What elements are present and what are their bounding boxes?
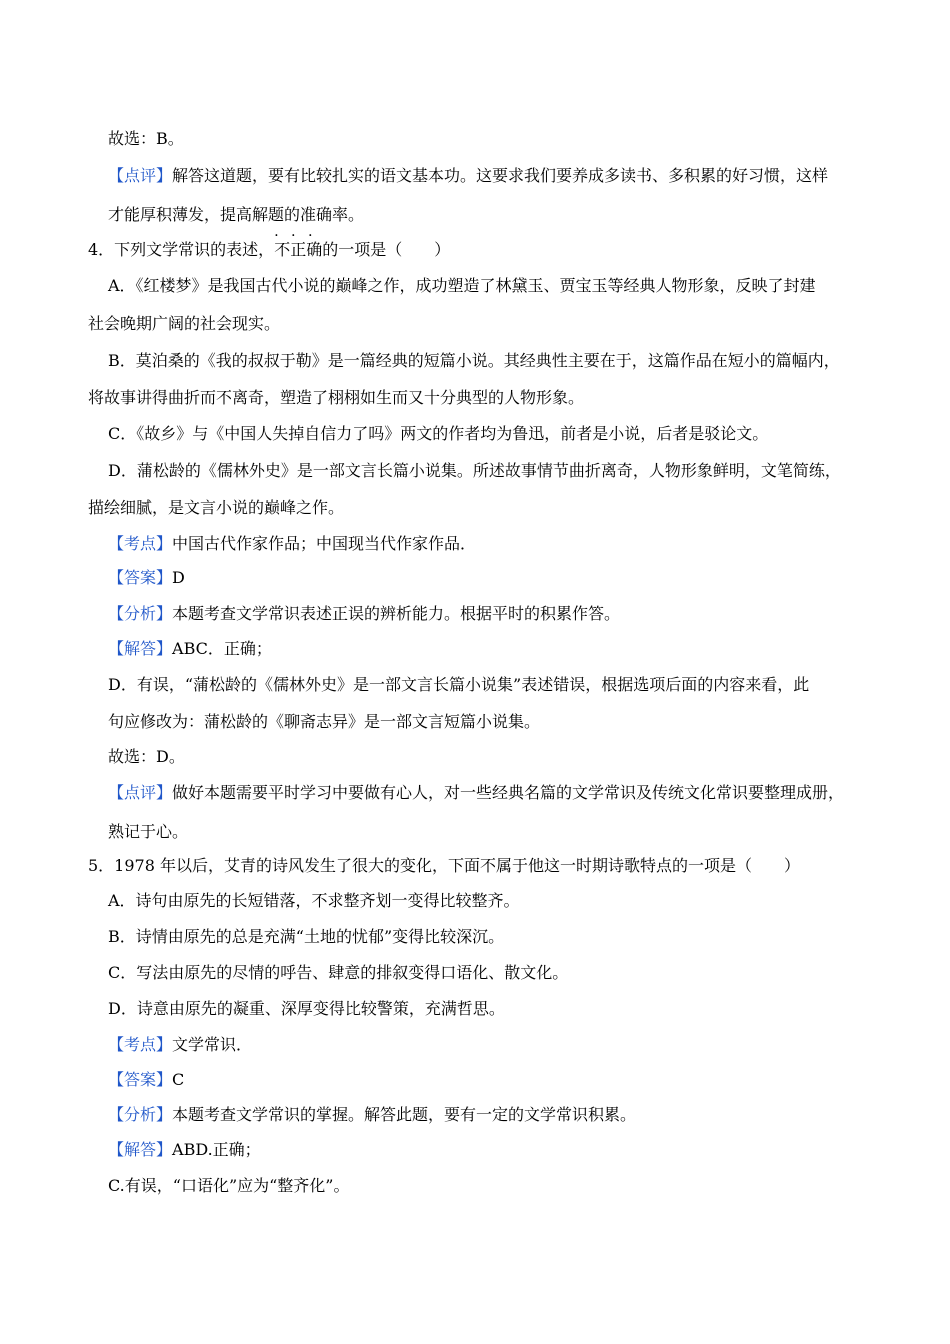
conclusion-line: [108, 746, 185, 768]
line-text: 文学常识．: [172, 1035, 253, 1054]
option-b: [108, 350, 840, 372]
option-d: [108, 460, 841, 482]
line-text: 才能厚积薄发，提高解题的准确率。: [108, 205, 365, 224]
section-tag: 【点评】: [108, 166, 173, 185]
line-text: D: [172, 568, 185, 587]
emphasis-dots: ．．．: [274, 224, 333, 240]
line-text: 句应修改为：蒲松龄的《聊斋志异》是一部文言短篇小说集。: [108, 712, 541, 731]
line-text: 4．下列文学常识的表述，: [88, 240, 275, 259]
section-tag: 【解答】: [108, 1140, 173, 1159]
analysis-line: [108, 603, 620, 625]
knowledge-point-line: [108, 1034, 252, 1056]
section-tag: 【考点】: [108, 1035, 173, 1054]
solution-detail: [108, 1175, 349, 1197]
option-a-continuation: [88, 313, 280, 335]
section-tag: 【分析】: [108, 1105, 173, 1124]
option-a: [108, 890, 520, 912]
question-5-stem: [88, 855, 800, 877]
line-text: 故选：D。: [108, 747, 185, 766]
option-b-continuation: [88, 387, 584, 409]
section-tag: 【解答】: [108, 639, 173, 658]
question-4-stem: [88, 224, 451, 261]
answer-line: [108, 1069, 184, 1091]
section-tag: 【分析】: [108, 604, 173, 623]
analysis-line: [108, 1104, 636, 1126]
line-text: ABC．正确；: [172, 639, 272, 658]
line-text: 本题考查文学常识表述正误的辨析能力。根据平时的积累作答。: [172, 604, 621, 623]
knowledge-point-line: [108, 533, 476, 555]
line-text: C: [172, 1070, 185, 1089]
line-text: D．蒲松龄的《儒林外史》是一部文言长篇小说集。所述故事情节曲折离奇，人物形象鲜明，文笔简练，: [108, 461, 841, 480]
line-text: 解答这道题，要有比较扎实的语文基本功。这要求我们要养成多读书、多积累的好习惯，这样: [172, 166, 829, 185]
line-text: 故选：B。: [108, 129, 184, 148]
line-text: 的一项是（ ）: [322, 240, 451, 259]
line-text: 将故事讲得曲折而不离奇，塑造了栩栩如生而又十分典型的人物形象。: [88, 388, 585, 407]
line-text: B．莫泊桑的《我的叔叔于勒》是一篇经典的短篇小说。其经典性主要在于，这篇作品在短小的篇幅内，: [108, 351, 840, 370]
solution-line: [108, 1139, 261, 1161]
option-c: [108, 423, 768, 445]
option-b: [108, 926, 504, 948]
line-text: 社会晚期广阔的社会现实。: [88, 314, 281, 333]
answer-line: [108, 567, 185, 589]
section-tag: 【答案】: [108, 1070, 173, 1089]
line-text: 中国古代作家作品；中国现当代作家作品．: [172, 534, 477, 553]
line-text: A．《红楼梦》是我国古代小说的巅峰之作，成功塑造了林黛玉、贾宝玉等经典人物形象，反映了封建: [108, 276, 816, 295]
solution-detail: [108, 674, 809, 696]
section-tag: 【考点】: [108, 534, 173, 553]
option-d-continuation: [88, 497, 344, 519]
line-text: 熟记于心。: [108, 822, 189, 841]
section-tag: 【答案】: [108, 568, 173, 587]
line-text: 本题考查文学常识的掌握。解答此题，要有一定的文学常识积累。: [172, 1105, 637, 1124]
line-text: C．写法由原先的尽情的呼告、肆意的排叙变得口语化、散文化。: [108, 963, 569, 982]
line-text: 描绘细腻，是文言小说的巅峰之作。: [88, 498, 345, 517]
conclusion-line: [108, 128, 184, 150]
line-text: ABD.正确；: [172, 1140, 261, 1159]
option-a: [108, 275, 816, 297]
line-text: D．诗意由原先的凝重、深厚变得比较警策，充满哲思。: [108, 999, 505, 1018]
comment-line: [108, 165, 828, 187]
option-c: [108, 962, 568, 984]
line-text: 5．1978 年以后，艾青的诗风发生了很大的变化，下面不属于他这一时期诗歌特点的一项是（ ）: [88, 856, 800, 875]
solution-detail-continuation: [108, 711, 540, 733]
line-text: B．诗情由原先的总是充满“土地的忧郁”变得比较深沉。: [108, 927, 505, 946]
line-text: A．诗句由原先的长短错落，不求整齐划一变得比较整齐。: [108, 891, 520, 910]
line-text: 做好本题需要平时学习中要做有心人，对一些经典名篇的文学常识及传统文化常识要整理成册，: [172, 783, 845, 802]
solution-line: [108, 638, 272, 660]
comment-continuation: [108, 821, 188, 843]
option-d: [108, 998, 505, 1020]
line-text: D．有误，“蒲松龄的《儒林外史》是一部文言长篇小说集”表述错误，根据选项后面的内容来看，此: [108, 675, 810, 694]
section-tag: 【点评】: [108, 783, 173, 802]
comment-line: [108, 782, 844, 804]
line-text: C．《故乡》与《中国人失掉自信力了吗》两文的作者均为鲁迅，前者是小说，后者是驳论文。: [108, 424, 769, 443]
line-text: C.有误，“口语化”应为“整齐化”。: [108, 1176, 350, 1195]
emphasis-text: ．．． 不正确: [274, 224, 333, 259]
comment-continuation: [108, 204, 364, 226]
